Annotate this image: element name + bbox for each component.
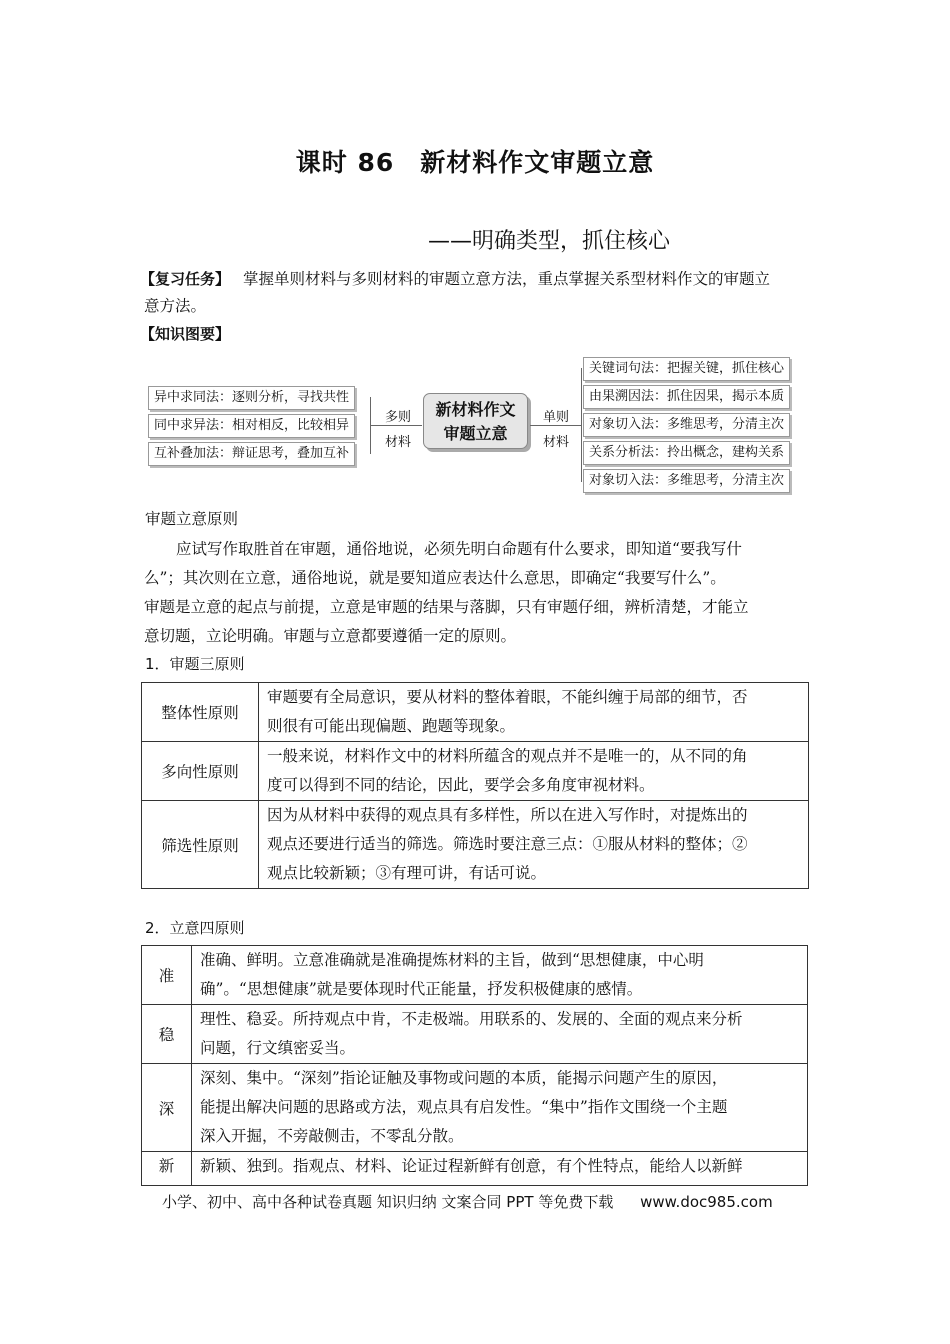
mm-left-item: 互补叠加法：辩证思考，叠加互补 [148, 442, 355, 466]
table-row [142, 683, 809, 742]
row-text [192, 1005, 808, 1064]
mm-center-line2: 审题立意 [443, 424, 508, 443]
row-text [259, 742, 809, 801]
mm-center-line1: 新材料作文 [435, 400, 516, 419]
footer [162, 1191, 773, 1212]
table-row [142, 1064, 808, 1152]
row-text-line: 能提出解决问题的思路或方法，观点具有启发性。“集中”指作文围绕一个主题 [200, 1098, 728, 1116]
mm-right-branch-line2: 材料 [543, 435, 570, 450]
row-label: 整体性原则 [142, 683, 259, 742]
table-row [142, 1005, 808, 1064]
mm-right-item: 由果溯因法：抓住因果，揭示本质 [583, 385, 790, 409]
section1-heading: 1．审题三原则 [145, 655, 245, 673]
row-text-line: 准确、鲜明。立意准确就是准确提炼材料的主旨，做到“思想健康，中心明 [200, 951, 704, 969]
row-text-line: 深入开掘，不旁敲侧击，不零乱分散。 [200, 1127, 464, 1145]
intro-line: 审题是立意的起点与前提，立意是审题的结果与落脚，只有审题仔细，辨析清楚，才能立 [144, 598, 749, 616]
mm-right-item: 关系分析法：拎出概念，建构关系 [583, 441, 790, 465]
row-text-line: 一般来说，材料作文中的材料所蕴含的观点并不是唯一的，从不同的角 [267, 747, 748, 765]
mm-left-branch-line2: 材料 [385, 435, 412, 450]
page-subtitle: ——明确类型，抓住核心 [428, 229, 671, 254]
row-label: 稳 [142, 1005, 192, 1064]
mm-right-item: 对象切入法：多维思考，分清主次 [583, 413, 790, 437]
mm-connector [581, 368, 582, 482]
row-text-line: 观点比较新颖；③有理可讲，有话可说。 [267, 864, 547, 882]
knowledge-map-label: 【知识图要】 [140, 325, 231, 343]
mm-right-branch-line1: 单则 [543, 410, 570, 425]
row-text [192, 1064, 808, 1152]
row-text [192, 1152, 808, 1186]
table-row [142, 1152, 808, 1186]
review-task-line2: 意方法。 [144, 297, 207, 315]
row-text-line: 度可以得到不同的结论，因此，要学会多角度审视材料。 [267, 776, 655, 794]
footer-text: 小学、初中、高中各种试卷真题 知识归纳 文案合同 PPT 等免费下载 [162, 1193, 614, 1211]
row-text [192, 946, 808, 1005]
row-text-line: 理性、稳妥。所持观点中肯，不走极端。用联系的、发展的、全面的观点来分析 [200, 1010, 743, 1028]
row-label: 筛选性原则 [142, 801, 259, 889]
row-text-line: 审题要有全局意识，要从材料的整体着眼，不能纠缠于局部的细节，否 [267, 688, 748, 706]
intro-line: 应试写作取胜首在审题，通俗地说，必须先明白命题有什么要求，即知道“要我写什 [176, 540, 742, 558]
table-row [142, 946, 808, 1005]
mm-left-item: 同中求异法：相对相反，比较相异 [148, 414, 355, 438]
footer-link[interactable]: www.doc985.com [640, 1193, 773, 1211]
row-label: 深 [142, 1064, 192, 1152]
mm-left-branch-line1: 多则 [385, 410, 412, 425]
review-task-text: 掌握单则材料与多则材料的审题立意方法，重点掌握关系型材料作文的审题立 [242, 270, 770, 288]
mm-connector [370, 425, 422, 426]
mm-left-item: 异中求同法：逐则分析，寻找共性 [148, 386, 355, 410]
review-task-label: 【复习任务】 [140, 270, 231, 288]
section2-heading: 2．立意四原则 [145, 919, 245, 937]
mm-right-item: 关键词句法：把握关键，抓住核心 [583, 357, 790, 381]
row-text-line: 确”。“思想健康”就是要体现时代正能量，抒发积极健康的感情。 [200, 980, 643, 998]
mm-right-item: 对象切入法：多维思考，分清主次 [583, 469, 790, 493]
row-text [259, 801, 809, 889]
row-text [259, 683, 809, 742]
intro-line: 意切题，立论明确。审题与立意都要遵循一定的原则。 [144, 627, 517, 645]
table-row [142, 742, 809, 801]
row-label: 准 [142, 946, 192, 1005]
row-label: 新 [142, 1152, 192, 1186]
mm-connector [530, 425, 582, 426]
row-text-line: 则很有可能出现偏题、跑题等现象。 [267, 717, 516, 735]
row-text-line: 问题，行文缜密妥当。 [200, 1039, 356, 1057]
row-text-line: 新颖、独到。指观点、材料、论证过程新鲜有创意，有个性特点，能给人以新鲜 [200, 1157, 743, 1175]
principles-table-2 [141, 945, 808, 1186]
page-title: 课时 86 新材料作文审题立意 [295, 148, 655, 177]
principles-table-1 [141, 682, 809, 889]
row-text-line: 因为从材料中获得的观点具有多样性，所以在进入写作时，对提炼出的 [267, 806, 748, 824]
table-row [142, 801, 809, 889]
review-task-line1 [140, 264, 770, 294]
row-label: 多向性原则 [142, 742, 259, 801]
row-text-line: 深刻、集中。“深刻”指论证触及事物或问题的本质，能揭示问题产生的原因， [200, 1069, 728, 1087]
intro-line: 么”；其次则在立意，通俗地说，就是要知道应表达什么意思，即确定“我要写什么”。 [144, 569, 726, 587]
mm-center-node [423, 393, 528, 449]
row-text-line: 观点还要进行适当的筛选。筛选时要注意三点：①服从材料的整体；② [267, 835, 748, 853]
principle-heading: 审题立意原则 [145, 510, 239, 528]
